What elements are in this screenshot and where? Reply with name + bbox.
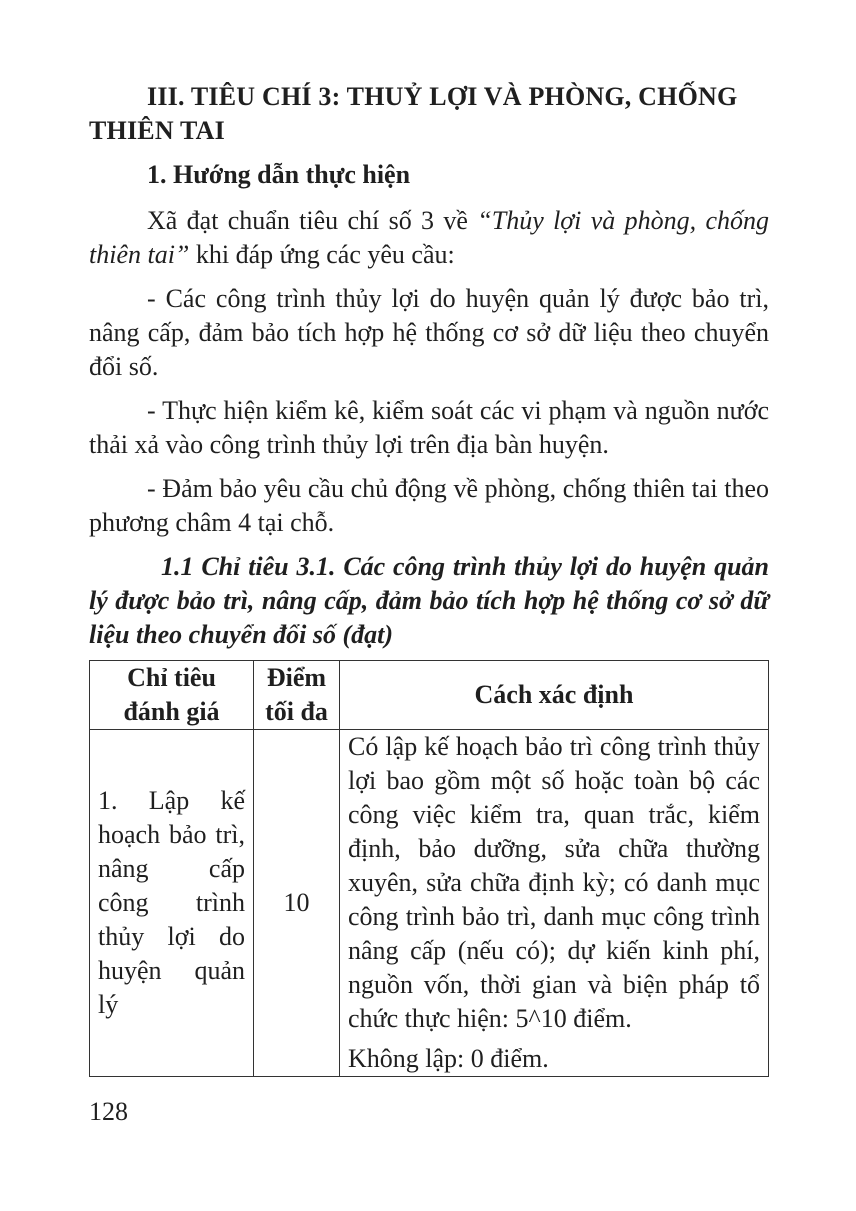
- requirement-item: - Thực hiện kiểm kê, kiểm soát các vi phạm và nguồn nước thải xả vào công trình thủy lợi trên địa bàn huyện.: [89, 396, 769, 459]
- cell-criterion: 1. Lập kế hoạch bảo trì, nâng cấp công trình thủy lợi do huyện quản lý: [90, 730, 254, 1077]
- section-title: III. TIÊU CHÍ 3: THUỶ LỢI VÀ PHÒNG, CHỐNG THIÊN TAI: [89, 82, 738, 145]
- requirement-item: - Các công trình thủy lợi do huyện quản lý được bảo trì, nâng cấp, đảm bảo tích hợp hệ thống cơ sở dữ liệu theo chuyển đổi số.: [89, 284, 769, 381]
- requirement-item: - Đảm bảo yêu cầu chủ động về phòng, chống thiên tai theo phương châm 4 tại chỗ.: [89, 474, 769, 537]
- page-number: 128: [89, 1097, 128, 1126]
- criteria-title: 1.1 Chỉ tiêu 3.1. Các công trình thủy lợi do huyện quản lý được bảo trì, nâng cấp, đảm bảo tích hợp hệ thống cơ sở dữ liệu theo chuyển đổi số (đạt): [89, 552, 769, 649]
- cell-max-points: 10: [254, 730, 340, 1077]
- intro-prefix: Xã đạt chuẩn tiêu chí số 3 về: [147, 206, 478, 235]
- section-subtitle: 1. Hướng dẫn thực hiện: [147, 160, 411, 189]
- header-max-points: Điểm tối đa: [254, 661, 340, 730]
- intro-paragraph: [89, 204, 769, 272]
- header-criterion: Chỉ tiêu đánh giá: [90, 661, 254, 730]
- cell-method: [340, 730, 769, 1077]
- criteria-table: [89, 660, 769, 1077]
- table-header-row: [90, 661, 769, 730]
- intro-suffix: khi đáp ứng các yêu cầu:: [189, 240, 455, 269]
- document-page: [89, 80, 769, 1077]
- header-method: Cách xác định: [340, 661, 769, 730]
- method-alt-text: Không lập: 0 điểm.: [348, 1044, 549, 1073]
- table-row: [90, 730, 769, 1077]
- intro-criterion-name: “Thủy lợi và phòng, chống thiên tai”: [89, 206, 769, 269]
- method-text: Có lập kế hoạch bảo trì công trình thủy lợi bao gồm một số hoặc toàn bộ các công việc kiểm tra, quan trắc, kiểm định, bảo dưỡng, sửa chữa thường xuyên, sửa chữa định kỳ; có danh mục công trình bảo trì, danh mục công trình nâng cấp (nếu có); dự kiến kinh phí, nguồn vốn, thời gian và biện pháp tổ chức thực hiện: 5^10 điểm.: [348, 732, 760, 1033]
